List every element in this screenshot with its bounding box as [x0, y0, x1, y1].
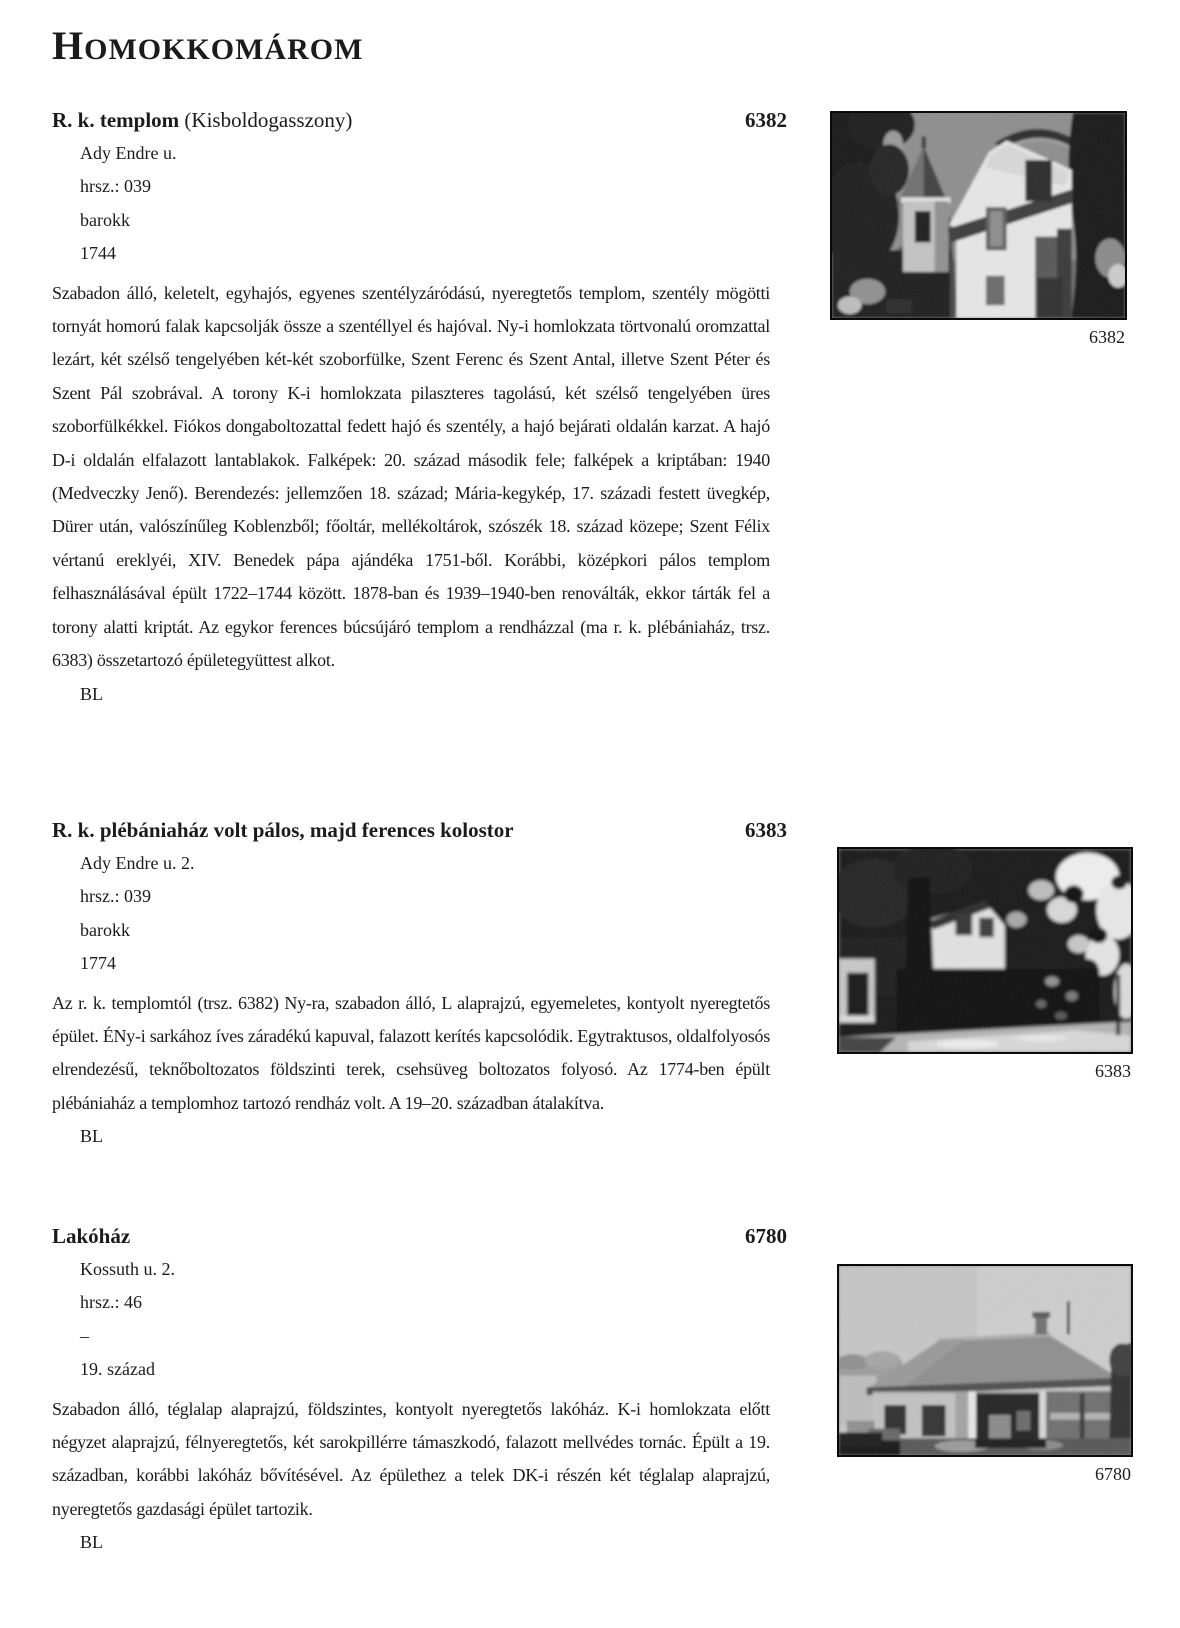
entry-title: [52, 104, 352, 137]
entry-description: Szabadon álló, téglalap alaprajzú, földszintes, kontyolt nyeregtetős lakóház. K-i homlokzata előtt négyzet alaprajzú, félnyeregtetős, két sarokpillérre támaszkodó, falazott mellvédes tornác. Épült a 19. században, korábbi lakóház bővítésével. Az épülethez a telek DK-i részén két téglalap alaprajzú, nyeregtetős gazdasági épület tartozik.: [52, 1398, 770, 1519]
entry-title: [52, 1220, 130, 1253]
entry-6383: [52, 814, 787, 1154]
photo-caption-6383: 6383: [1095, 1061, 1131, 1081]
entry-parcel: hrsz.: 46: [80, 1292, 142, 1313]
entry-author: BL: [80, 1532, 104, 1553]
entry-parcel: hrsz.: 039: [80, 886, 151, 907]
page-title-initial: H: [52, 23, 85, 68]
entry-date: 1774: [80, 953, 116, 974]
entry-title-name: Lakóház: [52, 1224, 131, 1248]
entry-description: Az r. k. templomtól (trsz. 6382) Ny-ra, szabadon álló, L alaprajzú, egyemeletes, kontyolt nyeregtetős épület. ÉNy-i sarkához íves záradékú kapuval, falazott kerítés kapcsolódik. Egytraktusos, oldalfolyosós elrendezésű, teknőboltozatos földszinti terek, csehsüveg boltozatos folyosó. Az 1774-ben épült plébániaház a templomhoz tartozó rendház volt. A 19–20. században átalakítva.: [52, 992, 770, 1113]
entry-title-name: R. k. plébániaház volt pálos, majd ferences kolostor: [52, 818, 514, 842]
photo-caption-6382: 6382: [1089, 327, 1125, 347]
entry-date: 1744: [80, 243, 116, 264]
page-title-rest: OMOKKOMÁROM: [84, 33, 364, 66]
entry-title-name: R. k. templom: [52, 108, 180, 132]
page-title: [52, 22, 363, 69]
entry-header: [52, 814, 787, 847]
entry-author: BL: [80, 1126, 104, 1147]
entry-header: [52, 104, 787, 137]
entry-6382: [52, 104, 787, 711]
photo-caption-6780: 6780: [1095, 1464, 1131, 1484]
entry-date: 19. század: [80, 1359, 155, 1380]
entry-description: Szabadon álló, keletelt, egyhajós, egyenes szentélyzáródású, nyeregtetős templom, szentély mögötti tornyát homorú falak kapcsolják össze a szentéllyel és hajóval. Ny-i homlokzata törtvonalú oromzattal lezárt, két szélső tengelyében két-két szoborfülke, Szent Ferenc és Szent Antal, illetve Szent Péter és Szent Pál szobrával. A torony K-i homlokzata pilaszteres tagolású, két szélső tengelyében üres szoborfülkékkel. Fiókos dongaboltozattal fedett hajó és szentély, a hajó bejárati oldalán karzat. A hajó D-i oldalán elfalazott lantablakok. Falképek: 20. század második fele; falképek a kriptában: 1940 (Medveczky Jenő). Berendezés: jellemzően 18. század; Mária-kegykép, 17. századi festett üvegkép, Dürer után, valószínűleg Koblenzből; főoltár, mellékoltárok, szószék 18. század közepe; Szent Félix vértanú ereklyéi, XIV. Benedek pápa ajándéka 1751-ből. Korábbi, középkori pálos templom felhasználásával épült 1722–1744 között. 1878-ban és 1939–1940-ben renoválták, ekkor tárták fel a torony alatti kriptát. Az egykor ferences búcsújáró templom a rendházzal (ma r. k. plébániaház, trsz. 6383) összetartozó épületegyüttest alkot.: [52, 282, 770, 671]
entry-style: barokk: [80, 919, 130, 940]
photo-parish-house-6383: [837, 847, 1133, 1054]
entry-author: BL: [80, 683, 104, 704]
entry-parcel: hrsz.: 039: [80, 176, 151, 197]
photo-church-6382: [830, 111, 1127, 320]
entry-number: 6383: [745, 818, 787, 842]
entry-address: Kossuth u. 2.: [80, 1259, 176, 1279]
entry-title-subtitle: (Kisboldogasszony): [184, 108, 353, 132]
entry-style: –: [80, 1325, 89, 1346]
entry-address: Ady Endre u.: [80, 143, 177, 163]
entry-header: [52, 1220, 787, 1253]
entry-title: [52, 814, 514, 847]
entry-number: 6382: [745, 108, 787, 132]
photo-house-6780: [837, 1264, 1133, 1457]
entry-style: barokk: [80, 209, 130, 230]
entry-number: 6780: [745, 1224, 787, 1248]
entry-6780: [52, 1220, 787, 1560]
entry-address: Ady Endre u. 2.: [80, 853, 195, 873]
